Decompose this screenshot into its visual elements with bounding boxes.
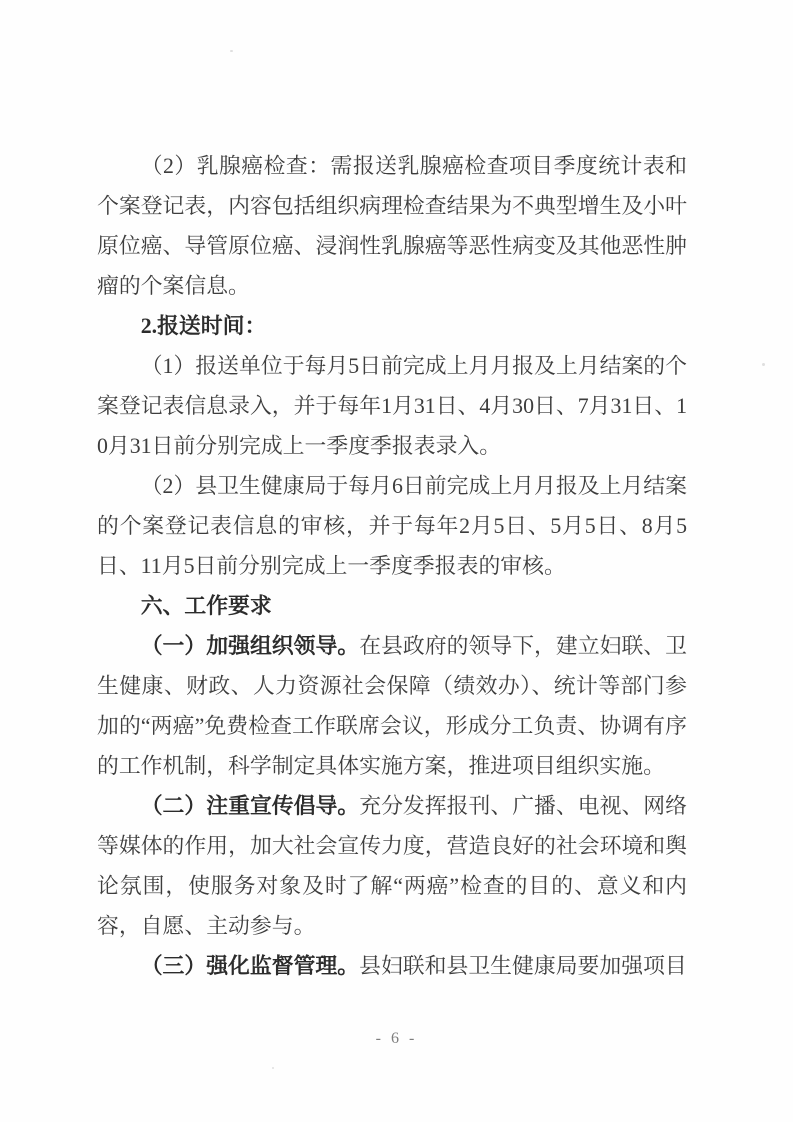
section-heading-work-requirements: 六、工作要求 [140,594,272,618]
paragraph-report-deadline-units: （1）报送单位于每月5日前完成上月月报及上月结案的个案登记表信息录入，并于每年1月31日、4月30日、7月31日、10月31日前分别完成上一季度季报表录入。 [97,354,687,458]
scan-speck [272,1067,274,1069]
paragraph-publicity-advocacy [97,786,687,946]
paragraph-lead-publicity-advocacy: （二）注重宣传倡导。 [140,794,360,818]
paragraph-report-deadline-health-bureau: （2）县卫生健康局于每月6日前完成上月月报及上月结案的个案登记表信息的审核，并于每年2月5日、5月5日、8月5日、11月5日前分别完成上一季度季报表的审核。 [97,474,687,578]
paragraph-text-publicity-advocacy: 充分发挥报刊、广播、电视、网络等媒体的作用，加大社会宣传力度，营造良好的社会环境和舆论氛围，使服务对象及时了解“两癌”检查的目的、意义和内容，自愿、主动参与。 [97,794,688,938]
paragraph-text-strengthen-leadership: 在县政府的领导下，建立妇联、卫生健康、财政、人力资源社会保障（绩效办）、统计等部门参加的“两癌”免费检查工作联席会议，形成分工负责、协调有序的工作机制，科学制定具体实施方案，推进项目组织实施。 [97,634,688,778]
paragraph-strengthen-leadership [97,626,687,786]
scan-speck [762,363,765,366]
document-body [97,146,687,986]
paragraph-lead-supervision-management: （三）强化监督管理。 [140,954,360,978]
paragraph-breast-cancer-reporting: （2）乳腺癌检查：需报送乳腺癌检查项目季度统计表和个案登记表，内容包括组织病理检查结果为不典型增生及小叶原位癌、导管原位癌、浸润性乳腺癌等恶性病变及其他恶性肿瘤的个案信息。 [97,154,687,298]
subheading-report-time: 2.报送时间： [140,314,267,338]
page-number: - 6 - [375,1030,418,1047]
paragraph-lead-strengthen-leadership: （一）加强组织领导。 [140,634,360,658]
page-footer [0,1030,793,1048]
paragraph-text-supervision-management: 县妇联和县卫生健康局要加强项目 [359,954,687,978]
paragraph-supervision-management [97,946,687,986]
scan-speck [230,50,233,52]
